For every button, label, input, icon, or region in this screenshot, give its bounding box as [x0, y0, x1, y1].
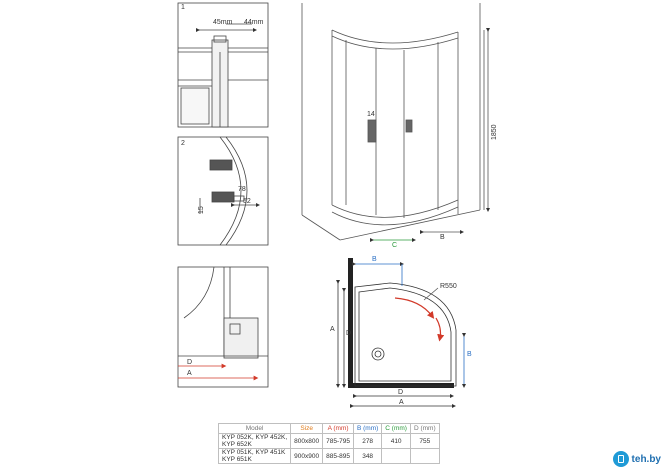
- plan-view: [338, 258, 464, 406]
- detail-2-dim-52: 52: [243, 198, 251, 205]
- row-1-a: 785-795: [323, 434, 354, 449]
- row-2-b: 348: [353, 449, 381, 464]
- table-row: [219, 434, 440, 449]
- detail-2-number: 2: [181, 140, 185, 147]
- detail-3-tray-corner: [178, 267, 268, 387]
- table-header-row: [219, 424, 440, 434]
- header-d: D (mm): [410, 424, 439, 434]
- row-2-d: [410, 449, 439, 464]
- detail-1-number: 1: [181, 4, 185, 11]
- plan-radius: R550: [440, 283, 457, 290]
- plan-label-a-bottom: A: [399, 399, 404, 406]
- header-b: B (mm): [353, 424, 381, 434]
- teh-by-logo-icon: [613, 451, 629, 467]
- detail-1-dim-side: 44mm: [244, 19, 264, 26]
- row-2-c: [382, 449, 411, 464]
- row-2-size: 900x900: [291, 449, 323, 464]
- elevation-label-b: B: [440, 234, 445, 241]
- row-1-model: KYP 052K, KYP 452K, KYP 652K: [219, 434, 291, 449]
- row-1-size: 800x800: [291, 434, 323, 449]
- plan-label-b-top: B: [372, 256, 377, 263]
- plan-label-d-bottom: D: [398, 389, 404, 396]
- row-2-model: KYP 051K, KYP 451K KYP 651K: [219, 449, 291, 464]
- header-model: Model: [219, 424, 291, 434]
- row-1-c: 410: [382, 434, 411, 449]
- elevation-height: 1850: [491, 124, 498, 140]
- watermark: [610, 451, 664, 467]
- plan-label-b-right: B: [467, 351, 472, 358]
- plan-label-a-left: A: [330, 326, 335, 333]
- detail-2-dim-15: 15: [198, 206, 205, 214]
- row-2-a: 885-895: [323, 449, 354, 464]
- row-1-d: 755: [410, 434, 439, 449]
- header-size: Size: [291, 424, 323, 434]
- header-a: A (mm): [323, 424, 354, 434]
- detail-3-label-a: A: [187, 370, 192, 377]
- row-1-b: 278: [353, 434, 381, 449]
- table-row: [219, 449, 440, 464]
- detail-2-hinges: [178, 137, 268, 245]
- detail-1-dim-top: 45mm: [213, 19, 233, 26]
- plan-label-d-left: D: [346, 330, 352, 337]
- detail-2-dim-78: 78: [238, 186, 246, 193]
- spec-table: [218, 423, 440, 464]
- watermark-text: teh.by: [631, 453, 661, 465]
- elevation-label-c: C: [392, 242, 398, 249]
- header-c: C (mm): [382, 424, 411, 434]
- elevation-marker: 14: [367, 111, 375, 118]
- detail-3-label-d: D: [187, 359, 193, 366]
- elevation-view: [302, 3, 488, 240]
